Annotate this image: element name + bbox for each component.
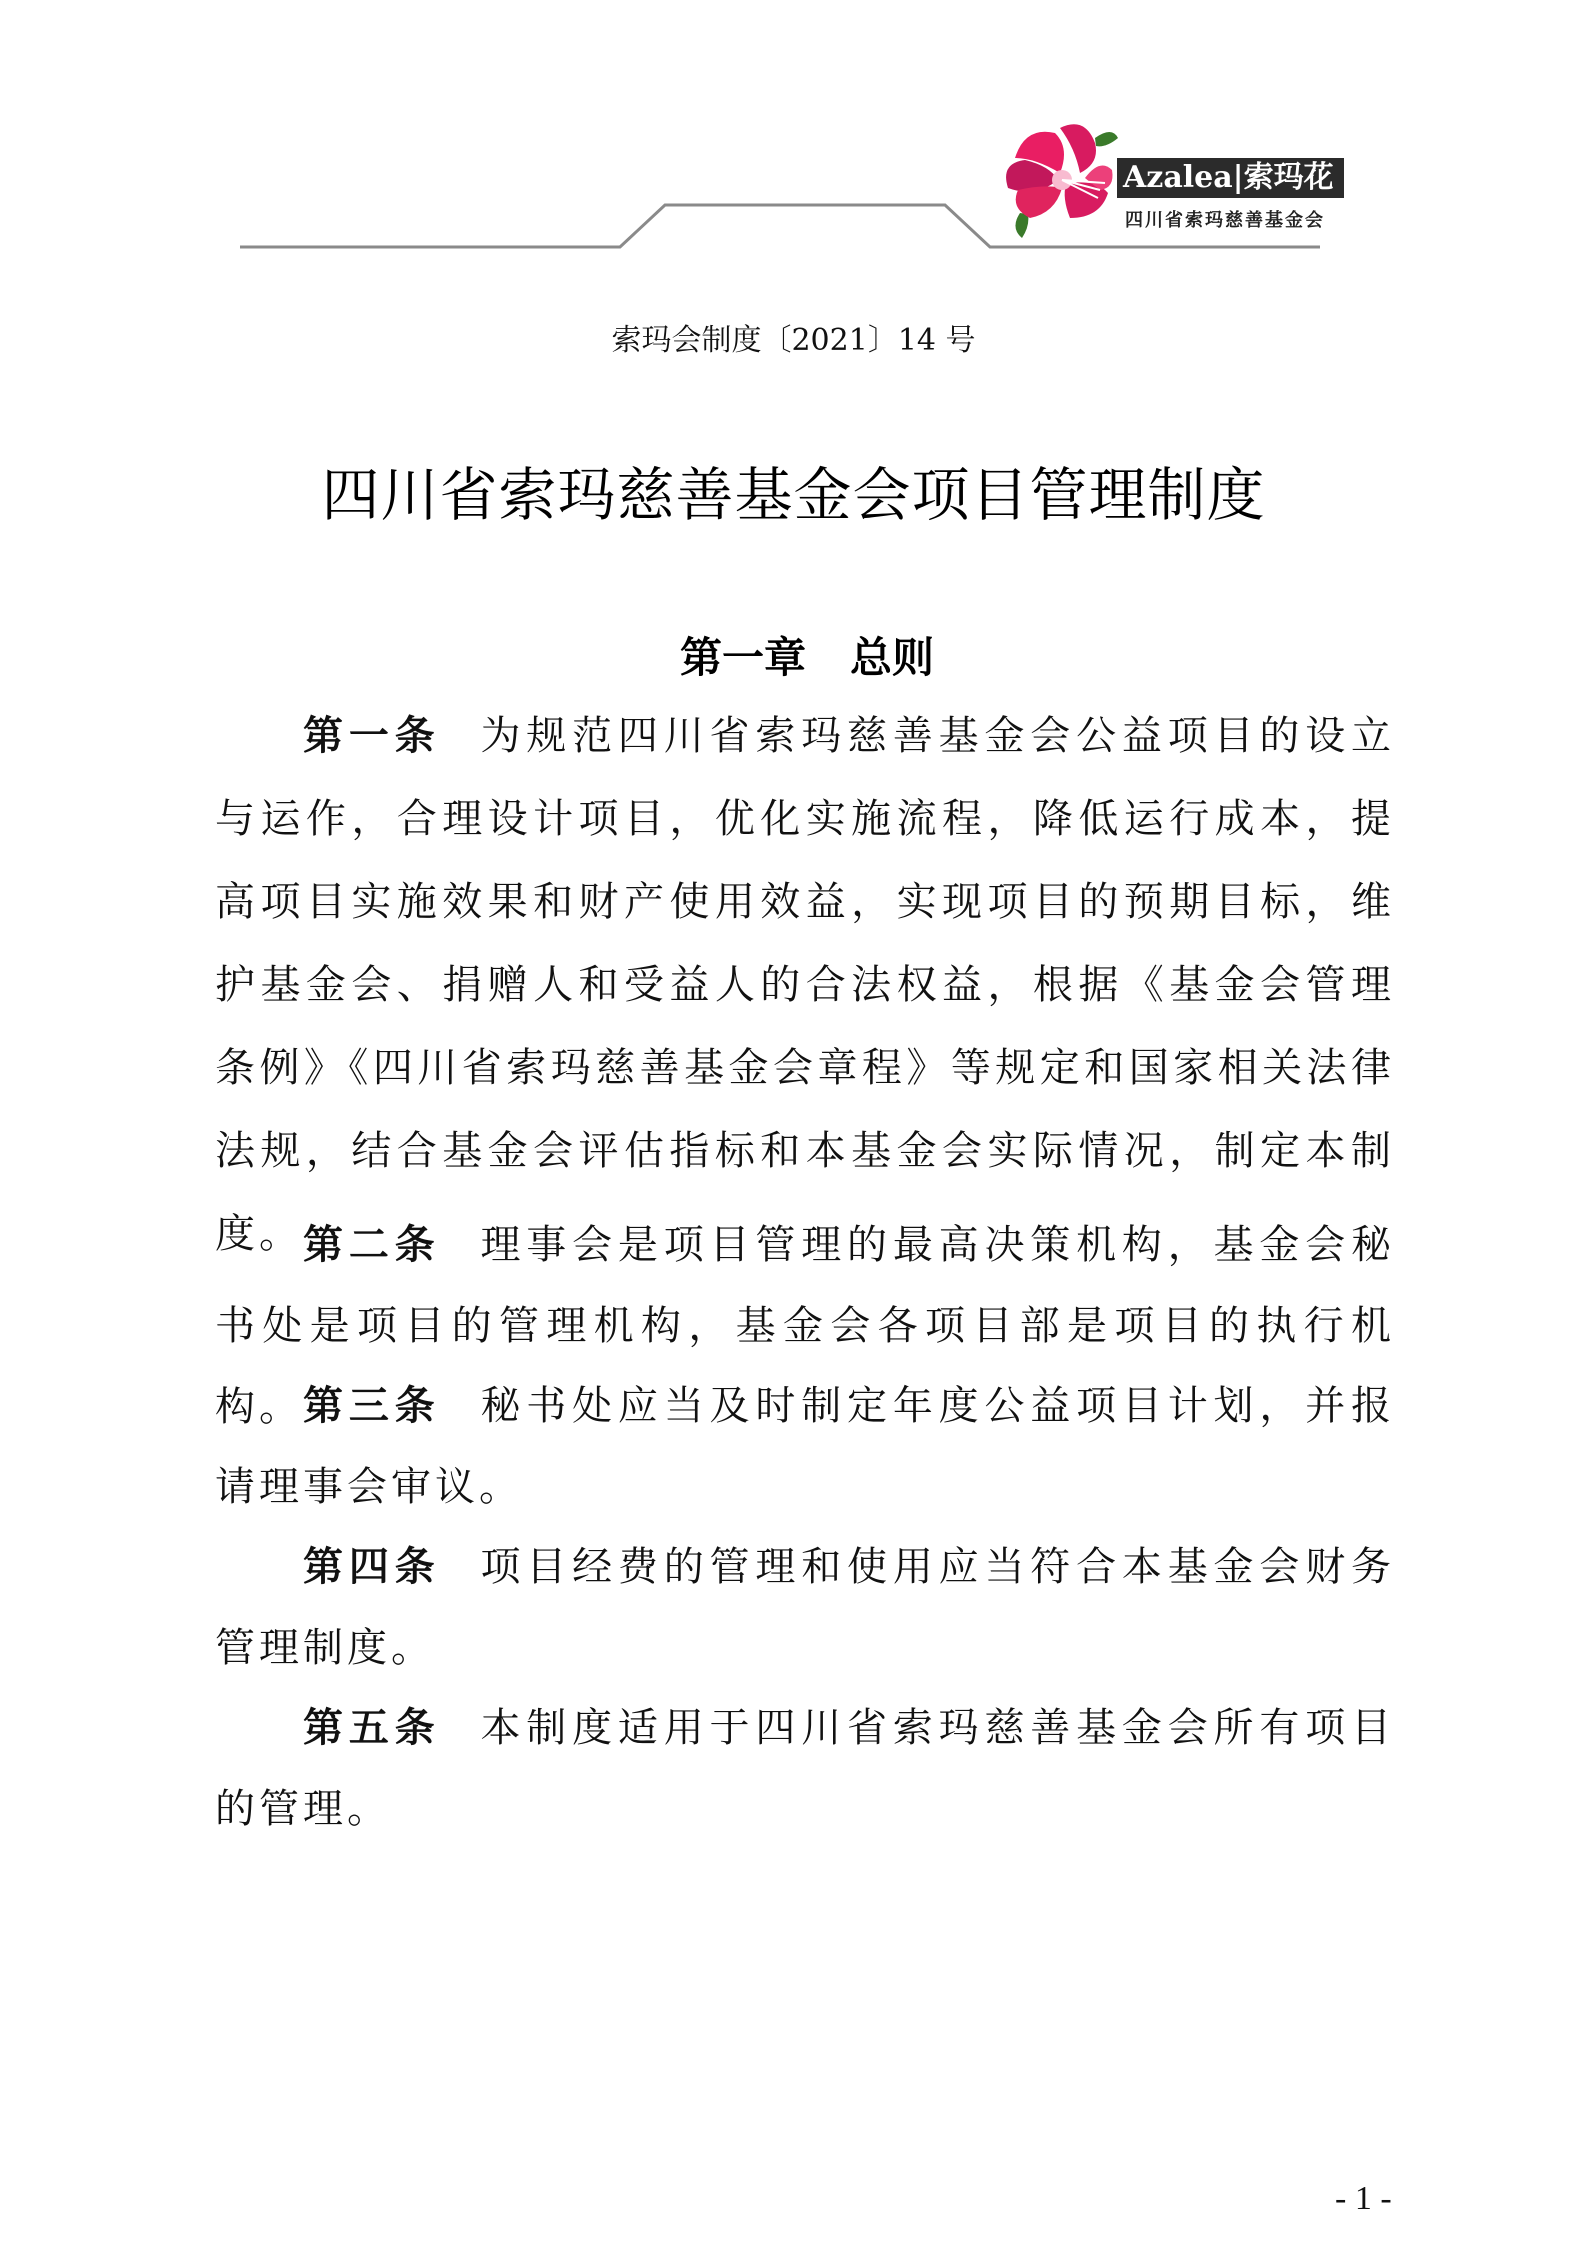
- document-number: 索玛会制度〔2021〕14 号: [611, 323, 976, 358]
- page-number: - 1 -: [1335, 2180, 1392, 2217]
- chapter-name: 总则: [850, 633, 935, 682]
- logo-text-cn: 四川省索玛慈善基金会: [1125, 210, 1325, 231]
- article-label: 第四条: [303, 1544, 441, 1590]
- article-text: 理事会是项目管理的最高决策机构，基金会秘书处是项目的管理机构，基金会各项目部是项目的执行机构。: [215, 1222, 1396, 1430]
- document-title: 四川省索玛慈善基金会项目管理制度: [321, 461, 1266, 529]
- header-rule: [0, 0, 1587, 260]
- article-label: 第五条: [303, 1705, 441, 1751]
- azalea-flower-icon: [1000, 118, 1120, 248]
- article-5: [215, 1688, 1395, 1850]
- article-text: 项目经费的管理和使用应当符合本基金会财务管理制度。: [215, 1544, 1396, 1671]
- article-label: 第一条: [303, 713, 441, 759]
- article-label: 第二条: [303, 1222, 441, 1268]
- logo-text-en: Azalea|索玛花: [1117, 158, 1344, 198]
- article-label: 第三条: [303, 1383, 441, 1429]
- article-text: 本制度适用于四川省索玛慈善基金会所有项目的管理。: [215, 1705, 1396, 1832]
- article-4: [215, 1527, 1395, 1689]
- chapter-heading: [680, 625, 934, 685]
- article-text: 为规范四川省索玛慈善基金会公益项目的设立与运作，合理设计项目，优化实施流程，降低运行成本，提高项目实施效果和财产使用效益，实现项目的预期目标，维护基金会、捐赠人和受益人的合法权益，根据《基金会管理条例》《四川省索玛慈善基金会章程》等规定和国家相关法律法规，结合基金会评估指标和本基金会实际情况，制定本制度。: [215, 713, 1396, 1257]
- foundation-logo: [1000, 118, 1334, 248]
- article-text: 秘书处应当及时制定年度公益项目计划，并报请理事会审议。: [215, 1383, 1396, 1510]
- article-1: [215, 695, 1395, 1276]
- chapter-label: 第一章: [680, 633, 807, 682]
- article-3: [215, 1366, 1395, 1528]
